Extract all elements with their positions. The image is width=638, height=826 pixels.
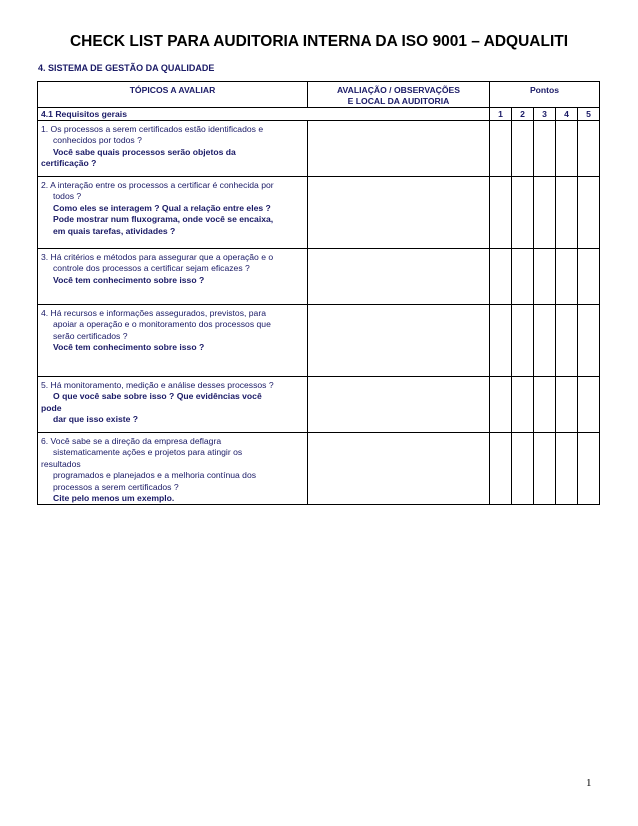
header-topics: TÓPICOS A AVALIAR [38,82,308,108]
score-cell-1[interactable] [490,121,512,177]
question-line: 4. Há recursos e informações assegurados, previstos, para [41,308,266,318]
score-cell-3[interactable] [534,177,556,249]
score-header-5: 5 [578,108,600,121]
subsection-row [38,108,600,121]
question-row [38,433,600,505]
question-text-cell [38,433,308,505]
question-line: todos ? [53,191,82,202]
question-line: apoiar a operação e o monitoramento dos processos que [53,319,271,330]
score-cell-3[interactable] [534,249,556,305]
question-text-cell [38,121,308,177]
score-header-3: 3 [534,108,556,121]
header-points: Pontos [490,82,600,108]
score-cell-1[interactable] [490,433,512,505]
header-evaluation-line1: AVALIAÇÃO / OBSERVAÇÕES [336,85,461,95]
score-cell-2[interactable] [512,377,534,433]
question-line: 2. A interação entre os processos a certificar é conhecida por [41,180,274,190]
question-line: Você tem conhecimento sobre isso ? [53,274,205,285]
score-cell-4[interactable] [556,249,578,305]
question-line: serão certificados ? [53,330,128,341]
question-row [38,305,600,377]
score-header-4: 4 [556,108,578,121]
evaluation-cell[interactable] [308,433,490,505]
question-line: Como eles se interagem ? Qual a relação entre eles ? [53,202,271,213]
question-text-cell [38,177,308,249]
score-cell-1[interactable] [490,377,512,433]
question-row [38,121,600,177]
question-line: conhecidos por todos ? [53,135,142,146]
score-cell-3[interactable] [534,433,556,505]
question-line: resultados [41,458,81,469]
question-line: Pode mostrar num fluxograma, onde você se encaixa, [53,214,274,225]
header-evaluation [308,82,490,108]
score-cell-5[interactable] [578,121,600,177]
question-line: 5. Há monitoramento, medição e análise desses processos ? [41,380,274,390]
question-line: programados e planejados e a melhoria contínua dos [53,470,257,481]
score-cell-5[interactable] [578,249,600,305]
question-line: O que você sabe sobre isso ? Que evidências você [53,391,262,402]
question-line: dar que isso existe ? [53,414,139,425]
question-line: pode [41,402,62,413]
score-cell-4[interactable] [556,433,578,505]
score-cell-3[interactable] [534,377,556,433]
evaluation-cell[interactable] [308,249,490,305]
score-cell-1[interactable] [490,249,512,305]
score-cell-5[interactable] [578,305,600,377]
question-line: sistematicamente ações e projetos para atingir os [53,447,243,458]
score-cell-3[interactable] [534,121,556,177]
question-text-cell [38,377,308,433]
question-line: certificação ? [41,158,97,169]
evaluation-cell[interactable] [308,121,490,177]
evaluation-cell[interactable] [308,377,490,433]
header-row [38,82,600,108]
score-cell-5[interactable] [578,177,600,249]
subsection-label: 4.1 Requisitos gerais [38,108,490,121]
question-line: processos a serem certificados ? [53,481,179,492]
question-row [38,377,600,433]
score-cell-2[interactable] [512,177,534,249]
score-cell-3[interactable] [534,305,556,377]
section-heading: 4. SISTEMA DE GESTÃO DA QUALIDADE [38,63,215,73]
score-cell-4[interactable] [556,305,578,377]
score-cell-2[interactable] [512,249,534,305]
question-line: Você sabe quais processos serão objetos da [53,146,236,157]
score-cell-2[interactable] [512,121,534,177]
score-cell-2[interactable] [512,305,534,377]
question-line: controle dos processos a certificar sejam eficazes ? [53,263,250,274]
score-cell-5[interactable] [578,433,600,505]
question-line: Você tem conhecimento sobre isso ? [53,342,205,353]
evaluation-cell[interactable] [308,305,490,377]
question-line: em quais tarefas, atividades ? [53,225,176,236]
header-evaluation-line2: E LOCAL DA AUDITORIA [347,96,450,106]
score-cell-1[interactable] [490,177,512,249]
evaluation-cell[interactable] [308,177,490,249]
question-row [38,249,600,305]
score-cell-1[interactable] [490,305,512,377]
score-cell-5[interactable] [578,377,600,433]
score-cell-4[interactable] [556,121,578,177]
score-cell-4[interactable] [556,177,578,249]
question-line: 6. Você sabe se a direção da empresa deflagra [41,436,222,446]
score-header-1: 1 [490,108,512,121]
question-line: 3. Há critérios e métodos para assegurar que a operação e o [41,252,274,262]
score-header-2: 2 [512,108,534,121]
document-title: CHECK LIST PARA AUDITORIA INTERNA DA ISO 9001 – ADQUALITI [69,33,569,50]
checklist-table [37,81,600,505]
page-number: 1 [586,777,592,789]
question-text-cell [38,305,308,377]
question-line: 1. Os processos a serem certificados estão identificados e [41,124,264,134]
question-text-cell [38,249,308,305]
score-cell-4[interactable] [556,377,578,433]
question-row [38,177,600,249]
score-cell-2[interactable] [512,433,534,505]
question-line: Cite pelo menos um exemplo. [53,493,175,504]
